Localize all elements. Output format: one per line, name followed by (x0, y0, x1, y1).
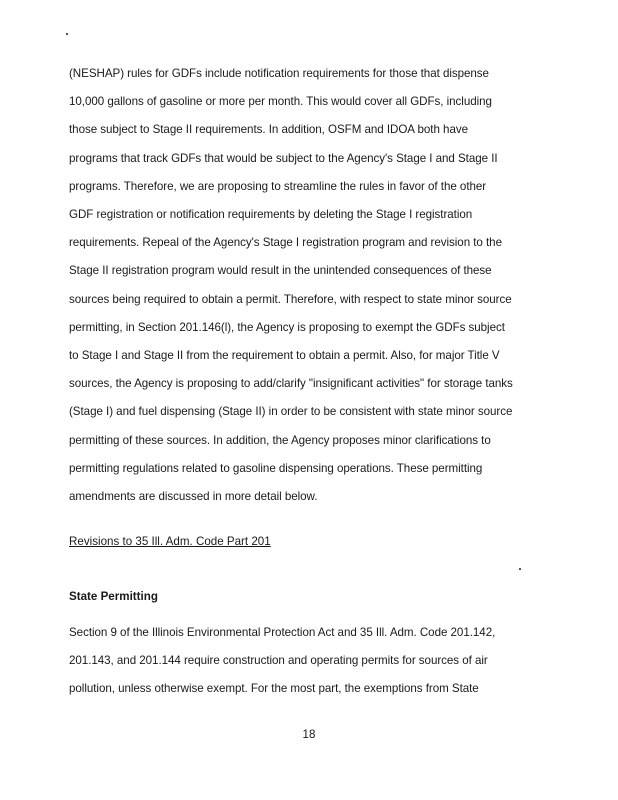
paragraph-line: GDF registration or notification requirements by deleting the Stage I registration (69, 208, 473, 222)
paragraph-line: permitting, in Section 201.146(l), the Agency is proposing to exempt the GDFs subject (69, 320, 505, 334)
scan-speck (66, 33, 68, 35)
page-number: 18 (302, 728, 316, 741)
scan-speck (519, 568, 521, 570)
section-heading: Revisions to 35 Ill. Adm. Code Part 201 (69, 535, 271, 548)
paragraph-line: to Stage I and Stage II from the requirement to obtain a permit. Also, for major Title V (69, 349, 500, 363)
paragraph-line: pollution, unless otherwise exempt. For the most part, the exemptions from State (69, 682, 479, 696)
subheading-state-permitting: State Permitting (69, 590, 158, 603)
paragraph-line: those subject to Stage II requirements. In addition, OSFM and IDOA both have (69, 123, 468, 137)
paragraph-line: 201.143, and 201.144 require construction and operating permits for sources of air (69, 654, 488, 668)
paragraph-line: (NESHAP) rules for GDFs include notification requirements for those that dispense (69, 67, 489, 80)
paragraph-line: permitting regulations related to gasoline dispensing operations. These permitting (69, 461, 483, 475)
paragraph-line: amendments are discussed in more detail below. (69, 490, 318, 504)
paragraph-line: 10,000 gallons of gasoline or more per month. This would cover all GDFs, including (69, 95, 492, 109)
paragraph-line: Stage II registration program would result in the unintended consequences of these (69, 264, 492, 278)
paragraph-line: sources, the Agency is proposing to add/clarify "insignificant activities" for storage tanks (69, 377, 513, 391)
paragraph-line: (Stage I) and fuel dispensing (Stage II) in order to be consistent with state minor source (69, 405, 513, 419)
paragraph-line: programs. Therefore, we are proposing to streamline the rules in favor of the other (69, 179, 487, 193)
paragraph-line: requirements. Repeal of the Agency's Stage I registration program and revision to the (69, 236, 502, 250)
paragraph-line: programs that track GDFs that would be subject to the Agency's Stage I and Stage II (69, 151, 498, 165)
paragraph-line: sources being required to obtain a permit. Therefore, with respect to state minor source (69, 292, 512, 306)
paragraph-state-permitting (69, 619, 539, 704)
paragraph-line: permitting of these sources. In addition, the Agency proposes minor clarifications to (69, 433, 491, 447)
paragraph-intro (69, 60, 539, 511)
paragraph-line: Section 9 of the Illinois Environmental Protection Act and 35 Ill. Adm. Code 201.142, (69, 626, 496, 639)
